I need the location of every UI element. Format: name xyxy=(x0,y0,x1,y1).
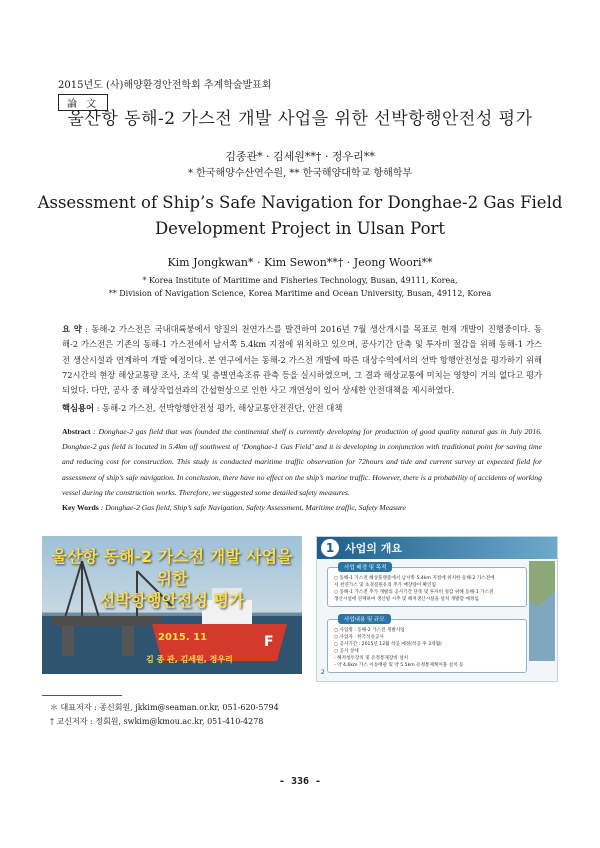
footnote-divider xyxy=(42,695,122,696)
keywords-english-text: : Donghae-2 Gas field, Ship’s safe Navigation, Safety Assessment, Maritime traffic, Safety Measure xyxy=(98,503,406,512)
scope-line: ○ 공사기간 : 2015년 12월 착공 예정(착공 후 3개월) xyxy=(334,642,442,647)
footnote-corresponding-author: † 교신저자 : 정회원, swkim@kmou.ac.kr, 051-410-4278 xyxy=(50,717,264,726)
footnote-lead-author: ＊ 대표저자 : 종신회원, jkkim@seaman.or.kr, 051-620-5794 xyxy=(50,703,279,712)
affiliation-english-1: * Korea Institute of Maritime and Fisheries Technology, Busan, 49111, Korea, xyxy=(142,276,458,285)
slide-title-line-1: 울산항 동해-2 가스전 개발 사업을 위한 xyxy=(51,547,293,588)
slide-header-bar xyxy=(317,537,557,559)
keywords-korean xyxy=(62,402,342,414)
abstract-korean-text: : 동해-2 가스전은 국내대륙붕에서 양질의 천연가스를 발견하여 2016년 7월 생산개시를 목표로 현재 개발이 진행중이다. 동해-2 가스전은 기존의 동해-1 가스전에서 남서쪽 5.4km 지점에 위치하고 있으며, 공사기간 단축 및 투자비 절감을 위해 동해-1 가스전 생산시설과 연계하여 개발 예정이다. 본 연구에서는 동해-2 가스전 개발에 따른 대상수역에서의 선박 항행안전성을 평가하기 위해 72시간의 현장 해상교통량 조사, 조석 및 층별연속조류 관측 등을 실시하였으며, 그 결과 해상교통에 미치는 영향이 거의 없다고 평가되었다. 다만, 공사 중 해상작업선과의 간섭현상으로 인한 사고 개연성이 있어 상세한 안전대책을 제시하였다. xyxy=(62,324,543,396)
title-slide-figure xyxy=(42,536,302,674)
overview-slide-figure xyxy=(316,536,558,682)
slide-title xyxy=(42,546,302,612)
slide-authors: 김 종 관, 김세원, 정우리 xyxy=(146,655,233,664)
background-line: ○ 동해-1 가스전 추가 개발의 공사기간 단축 및 투자비 절감 위해 동해-1 가스전 xyxy=(334,590,494,595)
background-purpose-text xyxy=(328,568,526,606)
project-scope-box xyxy=(327,619,527,673)
slide-section-number: 1 xyxy=(321,539,339,557)
background-line: ○ 동해-1 가스전 해상플랫폼에서 남서쪽 5.4km 지점에 위치한 동해-2 가스전에 xyxy=(334,576,495,581)
slide-title-line-2: 선박항행안전성 평가 xyxy=(99,591,245,610)
project-scope-text xyxy=(328,620,526,672)
map-thumbnail xyxy=(529,561,555,661)
conference-header: 2015년도 (사)해양환경안전학회 추계학술발표회 xyxy=(58,80,272,91)
scope-line: - 약 4.6km 가스 이송배관 및 약 5.5km 유정통제케이블 설치 등 xyxy=(334,663,464,668)
keywords-korean-label: 핵심용어 xyxy=(62,403,95,413)
title-korean: 울산항 동해-2 가스전 개발 사업을 위한 선박항행안전성 평가 xyxy=(67,109,533,129)
title-english-line-2: Development Project in Ulsan Port xyxy=(154,219,446,238)
slide-page-number: 2 xyxy=(321,669,325,676)
authors-english: Kim Jongkwan* · Kim Sewon**† · Jeong Woori** xyxy=(167,256,433,269)
authors-korean: 김종관* · 김세원**† · 정우리** xyxy=(225,150,375,163)
title-english-line-1: Assessment of Ship’s Safe Navigation for Donghae-2 Gas Field xyxy=(37,193,563,212)
abstract-english xyxy=(62,424,542,500)
abstract-english-text: : Donghae-2 gas field that was founded the continental shelf is currently developing for production of good quality natural gas in July 2016. Donghae-2 gas field is located in 5.4km off southwest of ‘Donghae-1 Gas Field’ and it is developing in conjunction with traditional point for saving time and reducing cost for construction. This study is conducted maritime traffic observation for 72hours and tide and current survey at expected field for assessment of ship’s safe navigation. In conclusion, there have no effect on the ship’s marine traffic. However, there is a probability of accidents of working vessel during the construction works. Therefore, we suggested some detailed safety measures. xyxy=(62,427,542,497)
slide-date: 2015. 11 xyxy=(158,632,208,643)
scope-line: - 해저청두장치 및 유정통제장비 설치 xyxy=(334,656,409,661)
background-purpose-heading: 사업 배경 및 목적 xyxy=(338,562,392,572)
background-line: 서 천연가스 및 초경질원유의 추가 매장량이 확인됨 xyxy=(334,583,436,588)
abstract-english-label: Abstract xyxy=(62,427,91,436)
abstract-korean xyxy=(62,322,542,398)
scope-line: ○ 사업명 : 동해-2 가스전 개발사업 xyxy=(334,628,405,633)
background-purpose-box xyxy=(327,567,527,607)
title-english xyxy=(0,190,600,242)
background-line: 생산시설에 연계하여 생산될 시추 및 해저생산시설을 설치 개발할 예정임 xyxy=(334,597,479,602)
scope-line: ○ 공사 상세 xyxy=(334,649,359,654)
keywords-korean-text: : 동해-2 가스전, 선박항행안전성 평가, 해상교통안전진단, 안전 대책 xyxy=(94,403,343,413)
keywords-english-label: Key Words xyxy=(62,503,99,512)
abstract-korean-label: 요 약 xyxy=(62,324,82,334)
project-scope-heading: 사업내용 및 규모 xyxy=(338,614,391,624)
svg-text:F: F xyxy=(264,634,274,650)
affiliation-english-2: ** Division of Navigation Science, Korea Maritime and Ocean University, Busan, 49112, Korea xyxy=(108,289,492,298)
page-number: - 336 - xyxy=(278,776,322,787)
affiliation-korean: * 한국해양수산연수원, ** 한국해양대학교 항해학부 xyxy=(187,168,413,179)
paper-type-tag: 論 文 xyxy=(58,94,108,111)
slide-section-heading: 사업의 개요 xyxy=(345,542,402,555)
scope-line: ○ 사업자 : 한국석유공사 xyxy=(334,635,384,640)
keywords-english xyxy=(62,503,406,512)
